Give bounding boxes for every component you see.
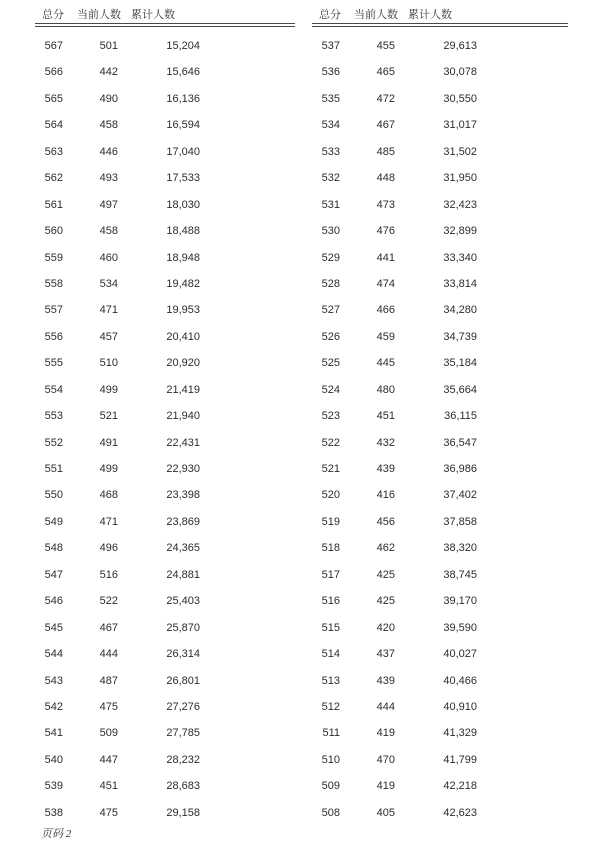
table-row [312, 245, 568, 271]
cell-current-count: 439 [376, 463, 395, 475]
cell-total-score: 521 [321, 463, 340, 475]
cell-current-count: 470 [376, 753, 395, 766]
cell-cumulative-count: 40,466 [443, 674, 477, 687]
cell-current-count: 416 [376, 489, 395, 502]
table-header-row [312, 0, 568, 23]
table-row [312, 588, 568, 614]
cell-current-count: 499 [99, 463, 118, 475]
cell-current-count: 516 [99, 568, 118, 581]
cell-cumulative-count: 39,170 [443, 595, 477, 608]
cell-current-count: 459 [376, 330, 395, 343]
cell-current-count: 437 [376, 648, 395, 661]
cell-total-score: 529 [321, 251, 340, 264]
cell-current-count: 490 [99, 92, 118, 105]
table-row [35, 33, 295, 59]
cell-current-count: 471 [99, 515, 118, 528]
table-row [312, 694, 568, 720]
table-row [312, 747, 568, 773]
table-row [312, 192, 568, 218]
cell-current-count: 458 [99, 119, 118, 132]
table-row [35, 403, 295, 429]
cell-current-count: 485 [376, 145, 395, 158]
table-row [312, 86, 568, 112]
cell-cumulative-count: 30,078 [443, 66, 477, 79]
cell-cumulative-count: 36,115 [444, 410, 477, 423]
cell-current-count: 475 [99, 700, 118, 713]
cell-cumulative-count: 32,423 [443, 198, 477, 211]
cell-cumulative-count: 19,482 [166, 277, 200, 290]
column-header-cumulative-count: 累计人数 [131, 9, 175, 21]
cell-total-score: 532 [321, 172, 340, 185]
cell-cumulative-count: 21,419 [166, 383, 200, 396]
cell-total-score: 558 [44, 277, 63, 290]
cell-cumulative-count: 42,218 [443, 780, 477, 793]
cell-current-count: 451 [99, 780, 118, 793]
cell-cumulative-count: 20,920 [166, 357, 200, 370]
cell-total-score: 560 [44, 225, 63, 238]
cell-current-count: 447 [99, 753, 118, 766]
table-row [312, 218, 568, 244]
table-row [312, 112, 568, 138]
cell-total-score: 531 [321, 198, 340, 211]
cell-current-count: 496 [99, 542, 118, 555]
cell-cumulative-count: 16,136 [166, 92, 200, 105]
cell-total-score: 508 [321, 806, 340, 819]
table-body [312, 27, 568, 826]
table-row [35, 192, 295, 218]
cell-current-count: 455 [376, 40, 395, 52]
cell-current-count: 497 [99, 198, 118, 211]
table-row [35, 245, 295, 271]
cell-cumulative-count: 16,594 [166, 119, 200, 132]
cell-total-score: 535 [321, 92, 340, 105]
cell-total-score: 538 [44, 806, 63, 819]
cell-cumulative-count: 41,329 [443, 727, 477, 740]
cell-cumulative-count: 39,590 [443, 621, 477, 634]
cell-cumulative-count: 30,550 [443, 92, 477, 105]
cell-current-count: 468 [99, 489, 118, 502]
table-row [312, 271, 568, 297]
cell-total-score: 556 [44, 330, 63, 343]
cell-cumulative-count: 17,040 [166, 145, 200, 158]
cell-current-count: 458 [99, 225, 118, 238]
table-row [35, 271, 295, 297]
cell-cumulative-count: 38,320 [443, 542, 477, 555]
cell-total-score: 514 [321, 648, 340, 661]
cell-total-score: 516 [321, 595, 340, 608]
cell-cumulative-count: 35,664 [443, 383, 477, 396]
cell-total-score: 528 [321, 277, 340, 290]
cell-total-score: 542 [44, 700, 63, 713]
table-row [312, 403, 568, 429]
cell-current-count: 475 [99, 806, 118, 819]
cell-total-score: 518 [321, 542, 340, 555]
cell-current-count: 474 [376, 277, 395, 290]
cell-total-score: 517 [321, 568, 340, 581]
table-row [35, 112, 295, 138]
cell-cumulative-count: 36,547 [443, 436, 477, 449]
table-row [312, 456, 568, 482]
table-row [35, 641, 295, 667]
cell-cumulative-count: 19,953 [166, 304, 200, 317]
cell-cumulative-count: 37,402 [443, 489, 477, 502]
cell-total-score: 527 [321, 304, 340, 317]
cell-total-score: 557 [44, 304, 63, 317]
table-row [35, 800, 295, 826]
cell-current-count: 457 [99, 330, 118, 343]
cell-cumulative-count: 24,881 [166, 568, 200, 581]
cell-total-score: 509 [321, 780, 340, 793]
table-row [35, 720, 295, 746]
score-table-left [35, 0, 295, 826]
cell-current-count: 473 [376, 198, 395, 211]
cell-cumulative-count: 15,646 [166, 66, 200, 79]
cell-cumulative-count: 36,986 [443, 463, 477, 475]
cell-total-score: 537 [321, 40, 340, 52]
cell-current-count: 499 [99, 383, 118, 396]
cell-cumulative-count: 31,017 [443, 119, 477, 132]
cell-cumulative-count: 42,623 [443, 806, 477, 819]
cell-current-count: 456 [376, 515, 395, 528]
cell-current-count: 534 [99, 277, 118, 290]
cell-current-count: 405 [376, 806, 395, 819]
cell-total-score: 512 [321, 700, 340, 713]
cell-total-score: 526 [321, 330, 340, 343]
cell-total-score: 536 [321, 66, 340, 79]
cell-total-score: 530 [321, 225, 340, 238]
cell-total-score: 545 [44, 621, 63, 634]
cell-total-score: 553 [44, 410, 63, 423]
cell-total-score: 525 [321, 357, 340, 370]
cell-cumulative-count: 32,899 [443, 225, 477, 238]
cell-total-score: 551 [44, 463, 63, 475]
table-row [312, 350, 568, 376]
table-row [312, 720, 568, 746]
cell-total-score: 519 [321, 515, 340, 528]
table-row [35, 350, 295, 376]
cell-current-count: 432 [376, 436, 395, 449]
cell-current-count: 480 [376, 383, 395, 396]
column-header-total-score: 总分 [319, 9, 341, 21]
cell-cumulative-count: 34,280 [443, 304, 477, 317]
cell-current-count: 465 [376, 66, 395, 79]
table-row [312, 773, 568, 799]
table-body [35, 27, 295, 826]
column-header-cumulative-count: 累计人数 [408, 9, 452, 21]
cell-total-score: 555 [44, 357, 63, 370]
table-row [312, 297, 568, 323]
table-row [312, 59, 568, 85]
page-number: 页码 2 [41, 828, 72, 840]
cell-current-count: 439 [376, 674, 395, 687]
cell-cumulative-count: 28,232 [166, 753, 200, 766]
cell-current-count: 471 [99, 304, 118, 317]
cell-total-score: 563 [44, 145, 63, 158]
table-row [35, 139, 295, 165]
table-row [35, 668, 295, 694]
cell-cumulative-count: 18,030 [166, 198, 200, 211]
cell-current-count: 487 [99, 674, 118, 687]
cell-total-score: 510 [321, 753, 340, 766]
table-row [312, 800, 568, 826]
table-row [35, 86, 295, 112]
cell-cumulative-count: 22,431 [166, 436, 200, 449]
table-row [35, 562, 295, 588]
cell-cumulative-count: 26,314 [166, 648, 200, 661]
column-header-total-score: 总分 [42, 9, 64, 21]
cell-current-count: 510 [99, 357, 118, 370]
cell-total-score: 566 [44, 66, 63, 79]
cell-cumulative-count: 29,613 [443, 40, 477, 52]
cell-total-score: 547 [44, 568, 63, 581]
cell-total-score: 534 [321, 119, 340, 132]
cell-total-score: 511 [322, 727, 340, 740]
table-row [312, 615, 568, 641]
cell-current-count: 425 [376, 595, 395, 608]
cell-total-score: 546 [44, 595, 63, 608]
column-header-current-count: 当前人数 [77, 9, 121, 21]
cell-current-count: 444 [99, 648, 118, 661]
cell-total-score: 565 [44, 92, 63, 105]
cell-cumulative-count: 27,276 [166, 700, 200, 713]
table-row [312, 377, 568, 403]
cell-total-score: 544 [44, 648, 63, 661]
cell-current-count: 441 [376, 251, 395, 264]
cell-cumulative-count: 40,910 [443, 700, 477, 713]
cell-total-score: 543 [44, 674, 63, 687]
cell-total-score: 561 [44, 198, 63, 211]
table-row [312, 430, 568, 456]
cell-cumulative-count: 25,870 [166, 621, 200, 634]
cell-current-count: 460 [99, 251, 118, 264]
cell-current-count: 446 [99, 145, 118, 158]
cell-total-score: 533 [321, 145, 340, 158]
cell-cumulative-count: 35,184 [443, 357, 477, 370]
cell-current-count: 445 [376, 357, 395, 370]
cell-current-count: 444 [376, 700, 395, 713]
cell-current-count: 501 [99, 40, 118, 52]
cell-total-score: 513 [321, 674, 340, 687]
table-row [35, 615, 295, 641]
table-row [312, 482, 568, 508]
cell-cumulative-count: 24,365 [166, 542, 200, 555]
cell-cumulative-count: 21,940 [166, 410, 200, 423]
table-row [35, 430, 295, 456]
cell-total-score: 554 [44, 383, 63, 396]
score-table-right [312, 0, 568, 826]
table-row [35, 773, 295, 799]
cell-cumulative-count: 23,869 [166, 515, 200, 528]
table-row [35, 482, 295, 508]
table-row [312, 535, 568, 561]
cell-cumulative-count: 17,533 [166, 172, 200, 185]
cell-current-count: 462 [376, 542, 395, 555]
table-row [35, 747, 295, 773]
cell-cumulative-count: 40,027 [443, 648, 477, 661]
table-row [35, 165, 295, 191]
cell-cumulative-count: 23,398 [166, 489, 200, 502]
cell-current-count: 419 [376, 780, 395, 793]
column-header-current-count: 当前人数 [354, 9, 398, 21]
cell-cumulative-count: 38,745 [443, 568, 477, 581]
cell-current-count: 467 [376, 119, 395, 132]
cell-cumulative-count: 26,801 [166, 674, 200, 687]
cell-total-score: 515 [321, 621, 340, 634]
cell-current-count: 476 [376, 225, 395, 238]
table-row [35, 588, 295, 614]
table-row [312, 165, 568, 191]
table-row [312, 324, 568, 350]
cell-cumulative-count: 22,930 [166, 463, 200, 475]
table-row [35, 377, 295, 403]
cell-current-count: 442 [99, 66, 118, 79]
table-row [35, 324, 295, 350]
table-row [35, 456, 295, 482]
cell-cumulative-count: 33,340 [443, 251, 477, 264]
table-row [312, 641, 568, 667]
table-row [312, 33, 568, 59]
cell-cumulative-count: 33,814 [443, 277, 477, 290]
cell-current-count: 493 [99, 172, 118, 185]
cell-cumulative-count: 34,739 [443, 330, 477, 343]
cell-cumulative-count: 25,403 [166, 595, 200, 608]
table-row [35, 297, 295, 323]
cell-total-score: 564 [44, 119, 63, 132]
table-row [312, 668, 568, 694]
cell-current-count: 451 [376, 410, 395, 423]
cell-cumulative-count: 18,948 [166, 251, 200, 264]
cell-current-count: 467 [99, 621, 118, 634]
cell-cumulative-count: 27,785 [166, 727, 200, 740]
cell-total-score: 524 [321, 383, 340, 396]
cell-current-count: 425 [376, 568, 395, 581]
table-row [312, 509, 568, 535]
cell-total-score: 540 [44, 753, 63, 766]
cell-current-count: 522 [99, 595, 118, 608]
cell-current-count: 419 [376, 727, 395, 740]
cell-total-score: 562 [44, 172, 63, 185]
cell-cumulative-count: 18,488 [166, 225, 200, 238]
table-row [35, 535, 295, 561]
cell-total-score: 548 [44, 542, 63, 555]
cell-cumulative-count: 29,158 [166, 806, 200, 819]
cell-current-count: 420 [376, 621, 395, 634]
cell-current-count: 491 [99, 436, 118, 449]
cell-cumulative-count: 31,502 [443, 145, 477, 158]
cell-cumulative-count: 15,204 [166, 40, 200, 52]
table-row [35, 694, 295, 720]
cell-total-score: 552 [44, 436, 63, 449]
table-header-row [35, 0, 295, 23]
cell-current-count: 509 [99, 727, 118, 740]
cell-total-score: 559 [44, 251, 63, 264]
cell-cumulative-count: 28,683 [166, 780, 200, 793]
table-row [35, 218, 295, 244]
cell-total-score: 567 [44, 40, 63, 52]
table-row [35, 59, 295, 85]
table-row [312, 139, 568, 165]
cell-cumulative-count: 31,950 [443, 172, 477, 185]
cell-cumulative-count: 20,410 [166, 330, 200, 343]
cell-total-score: 522 [321, 436, 340, 449]
cell-current-count: 521 [99, 410, 118, 423]
cell-total-score: 549 [44, 515, 63, 528]
table-row [35, 509, 295, 535]
cell-total-score: 550 [44, 489, 63, 502]
cell-current-count: 466 [376, 304, 395, 317]
cell-cumulative-count: 37,858 [443, 515, 477, 528]
cell-total-score: 520 [321, 489, 340, 502]
cell-total-score: 523 [321, 410, 340, 423]
cell-total-score: 539 [44, 780, 63, 793]
table-row [312, 562, 568, 588]
cell-current-count: 448 [376, 172, 395, 185]
cell-current-count: 472 [376, 92, 395, 105]
cell-total-score: 541 [44, 727, 63, 740]
cell-cumulative-count: 41,799 [443, 753, 477, 766]
